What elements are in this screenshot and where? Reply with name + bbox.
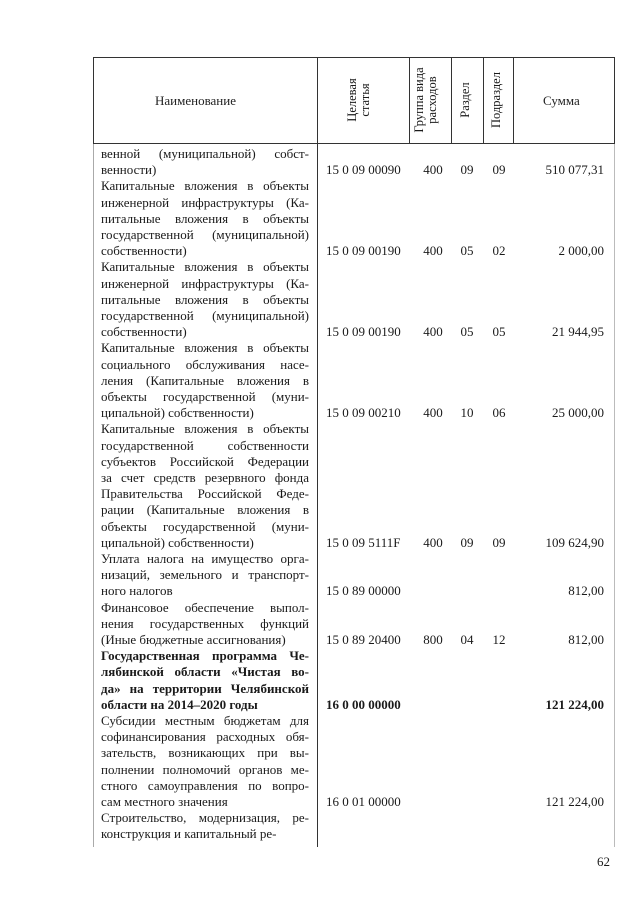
header-target: Целевая статья [345, 78, 372, 122]
row-group: 800 [423, 632, 443, 647]
row-name [101, 600, 309, 649]
column-divider-group [451, 57, 452, 144]
row-sum: 109 624,90 [545, 534, 604, 550]
row-name-line: Капитальные вложения в объекты [101, 259, 309, 275]
row-name-line: Правительства Российской Феде- [101, 486, 309, 502]
row-name [101, 648, 309, 713]
row-name-line: Капитальные вложения в объекты [101, 178, 309, 194]
table-top-border [93, 57, 615, 58]
row-name-line: Государственная программа Че- [101, 648, 309, 664]
row-section: 09 [460, 534, 474, 550]
header-section: Раздел [458, 82, 472, 118]
row-name-line: Капитальные вложения в объекты [101, 421, 309, 437]
row-sum: 510 077,31 [545, 162, 604, 178]
row-code: 15 0 09 00190 [326, 243, 401, 259]
row-name-line: ципальной) собственности) [101, 534, 254, 550]
header-left-border [93, 57, 94, 144]
row-group: 400 [423, 243, 443, 259]
row-name-line: государственной собственности [101, 437, 309, 453]
row-name [101, 713, 309, 810]
row-name [101, 340, 309, 421]
row-name [101, 259, 309, 340]
row-name-line: венной (муниципальной) собст- [101, 146, 309, 161]
row-sum: 2 000,00 [558, 243, 604, 259]
row-name [101, 146, 309, 178]
row-name-line: объекты государственной (муни- [101, 389, 309, 404]
row-name [101, 810, 309, 842]
row-section: 05 [460, 324, 474, 340]
row-name-line: собственности) [101, 324, 187, 340]
row-name-line: за счет средств резервного фонда [101, 470, 309, 485]
row-name-line: области на 2014–2020 годы [101, 696, 258, 712]
row-name-line: венности) [101, 162, 157, 178]
row-name-line: софинансирования расходных обя- [101, 729, 309, 745]
row-name-line: социального обслуживания насе- [101, 356, 309, 372]
row-subsection: 02 [492, 243, 506, 259]
row-name-line: стного самоуправления по вопро- [101, 777, 309, 793]
row-name [101, 421, 309, 551]
row-sum: 812,00 [568, 583, 604, 599]
page-number: 62 [597, 854, 610, 869]
row-name [101, 551, 309, 600]
row-name-line: да» на территории Челябинской [101, 680, 309, 696]
row-name-line: государственной (муниципальной) [101, 227, 309, 242]
row-code: 16 0 01 00000 [326, 794, 401, 809]
row-name-line: полнении полномочий органов ме- [101, 761, 309, 777]
row-group: 400 [423, 324, 443, 340]
row-group: 400 [423, 405, 443, 421]
row-section: 09 [460, 162, 474, 178]
row-group: 400 [423, 534, 443, 550]
row-name-line: Уплата налога на имущество орга- [101, 551, 309, 566]
row-group: 400 [423, 162, 443, 178]
header-bottom-border [93, 143, 615, 144]
row-name-line: инженерной инфраструктуры (Ка- [101, 275, 309, 291]
header-subsection: Подраздел [489, 72, 503, 128]
row-section: 05 [460, 243, 474, 259]
row-subsection: 12 [492, 632, 506, 647]
row-name-line: Строительство, модернизация, ре- [101, 810, 309, 826]
row-name-line: низаций, земельного и транспорт- [101, 567, 309, 583]
row-name-line: собственности) [101, 243, 187, 259]
row-code: 15 0 89 20400 [326, 632, 401, 647]
row-name-line: зательств, возникающих при вы- [101, 745, 309, 761]
row-code: 15 0 09 00190 [326, 324, 401, 340]
row-name-line: Капитальные вложения в объекты [101, 340, 309, 356]
row-name-line: инженерной инфраструктуры (Ка- [101, 194, 309, 210]
column-divider-name [317, 57, 318, 847]
row-code: 15 0 09 00210 [326, 405, 401, 421]
row-name-line: нения государственных функций [101, 615, 309, 631]
row-name-line: ного налогов [101, 583, 173, 599]
row-section: 10 [460, 405, 474, 421]
row-sum: 25 000,00 [552, 405, 604, 421]
row-name-line: ципальной) собственности) [101, 405, 254, 421]
row-name-line: (Иные бюджетные ассигнования) [101, 632, 286, 647]
row-name-line: питальные вложения в объекты [101, 210, 309, 226]
row-name-line: лябинской области «Чистая во- [101, 664, 309, 680]
header-sum: Сумма [543, 93, 580, 108]
row-subsection: 09 [492, 534, 506, 550]
row-subsection: 09 [492, 162, 506, 178]
row-name-line: ления (Капитальные вложения в [101, 372, 309, 388]
row-sum: 121 224,00 [545, 794, 604, 809]
row-name-line: субъектов Российской Федерации [101, 453, 309, 469]
body-right-border [614, 144, 615, 847]
row-name-line: сам местного значения [101, 794, 228, 810]
row-code: 15 0 09 5111F [326, 534, 401, 550]
header-group: Группа вида расходов [412, 67, 439, 133]
row-sum: 812,00 [568, 632, 604, 647]
row-name-line: объекты государственной (муни- [101, 518, 309, 534]
row-name-line: Субсидии местным бюджетам для [101, 713, 309, 728]
row-code: 16 0 00 00000 [326, 696, 401, 712]
row-section: 04 [460, 632, 474, 647]
column-divider-section [483, 57, 484, 144]
row-name-line: питальные вложения в объекты [101, 291, 309, 307]
row-name [101, 178, 309, 259]
column-divider-code [409, 57, 410, 144]
header-right-border [614, 57, 615, 144]
row-sum: 21 944,95 [552, 324, 604, 340]
row-code: 15 0 89 00000 [326, 583, 401, 599]
header-name: Наименование [155, 93, 236, 108]
row-sum: 121 224,00 [545, 696, 604, 712]
row-subsection: 06 [492, 405, 506, 421]
row-name-line: Финансовое обеспечение выпол- [101, 599, 309, 615]
body-left-border [93, 144, 94, 847]
row-subsection: 05 [492, 324, 506, 340]
row-code: 15 0 09 00090 [326, 162, 401, 178]
row-name-line: конструкция и капитальный ре- [101, 826, 277, 842]
row-name-line: государственной (муниципальной) [101, 308, 309, 323]
column-divider-subsection [513, 57, 514, 144]
row-name-line: рации (Капитальные вложения в [101, 502, 309, 518]
